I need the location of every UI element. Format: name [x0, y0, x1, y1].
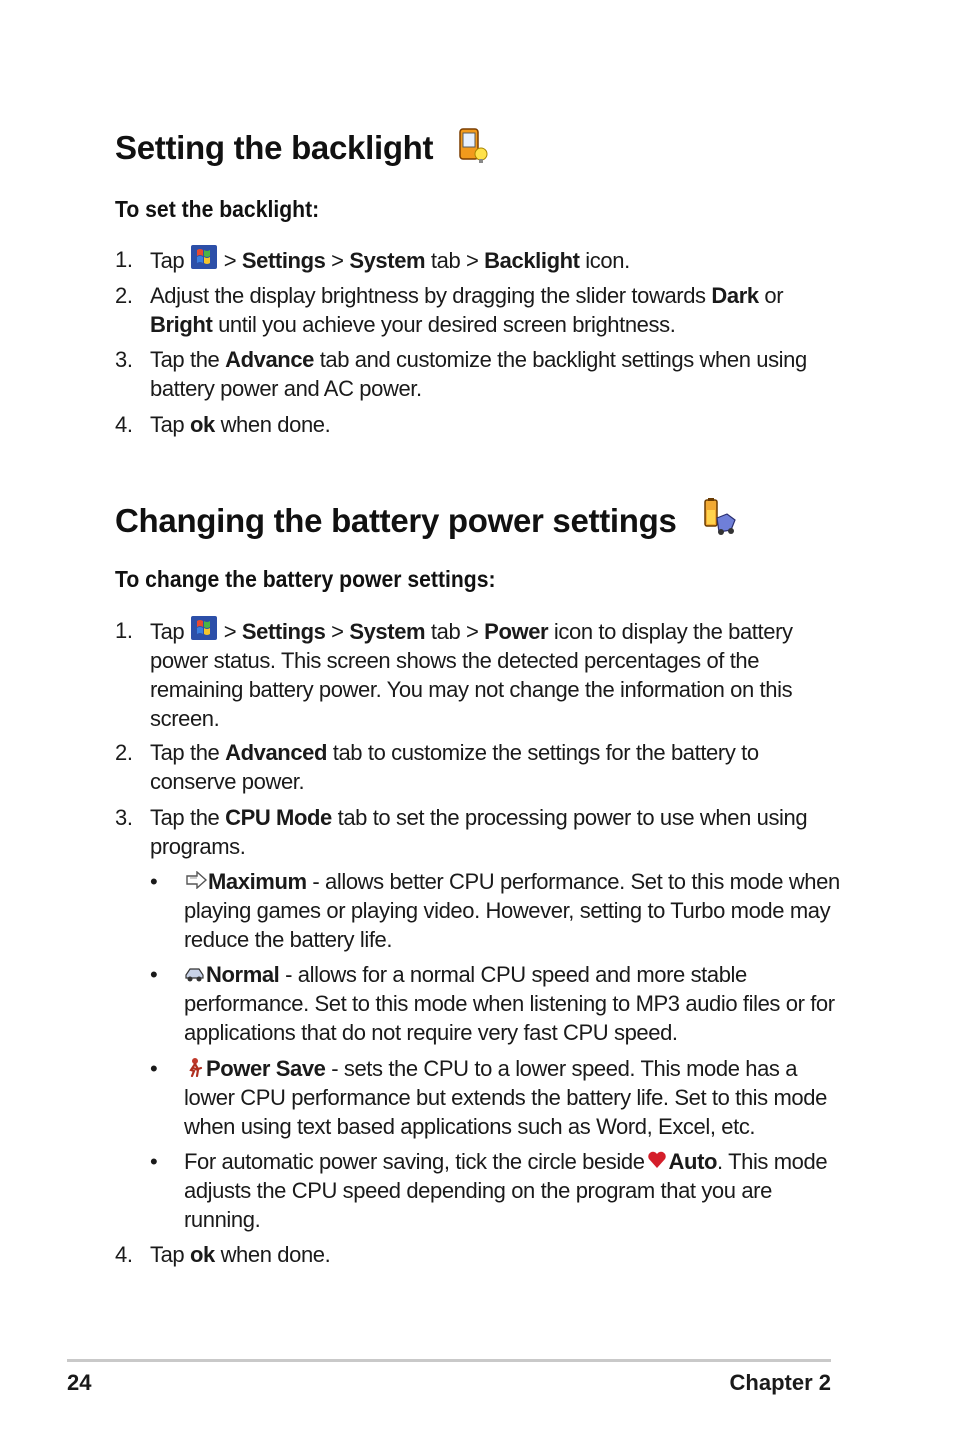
step-text: when done. — [214, 1242, 331, 1267]
bullet-text: - allows for a normal CPU speed and more stable performance. Set to this mode when listening to MP3 audio files or for applications that do not require very fast CPU speed. — [184, 962, 835, 1045]
step-text: tab and customize the backlight settings when using battery power and AC power. — [150, 347, 807, 401]
step-text: tab to customize the settings for the battery to conserve power. — [150, 740, 759, 794]
chapter-label: Chapter 2 — [729, 1370, 831, 1395]
step-number: 1. — [115, 247, 133, 272]
list-item — [115, 803, 835, 861]
step-number: 3. — [115, 805, 133, 830]
list-item — [115, 345, 835, 403]
step-bold: Settings — [241, 248, 326, 273]
step-text: tab to set the processing power to use when using programs. — [150, 805, 808, 859]
bullet-bold: Maximum — [208, 869, 307, 894]
list-item — [115, 410, 835, 439]
list-item — [115, 1240, 835, 1269]
step-bold: Backlight — [484, 248, 580, 273]
step-number: 2. — [115, 740, 133, 765]
step-text: icon to display the battery power status. This screen shows the detected percentages of the remaining battery power. You may not change the information on this screen. — [150, 619, 793, 731]
step-text: > — [217, 248, 242, 273]
list-item — [115, 738, 835, 796]
step-bold: Advance — [225, 347, 314, 372]
bullet-item-power-save — [150, 1054, 840, 1141]
step-text: until you achieve your desired screen brightness. — [212, 312, 676, 337]
step-bold: System — [349, 248, 426, 273]
step-number: 1. — [115, 618, 133, 643]
section-title-battery — [115, 498, 739, 540]
bullet-bold: Auto — [668, 1149, 718, 1174]
maximum-mode-icon — [184, 871, 208, 889]
step-text: when done. — [214, 412, 331, 437]
step-bold: Settings — [241, 619, 326, 644]
step-number: 4. — [115, 1242, 133, 1267]
step-number: 4. — [115, 412, 133, 437]
bullet-item-maximum — [150, 867, 840, 954]
step-text: Tap the — [150, 740, 226, 765]
bullet-item-normal — [150, 960, 840, 1047]
step-bold: System — [349, 619, 426, 644]
step-bold: ok — [189, 1242, 215, 1267]
step-number: 2. — [115, 283, 133, 308]
bullet-text: . This mode adjusts the CPU speed depending on the program that you are running. — [184, 1149, 828, 1232]
section-title-text: Changing the battery power settings — [115, 502, 677, 539]
step-text: tab > — [425, 248, 485, 273]
step-text: Adjust the display brightness by dragging the slider towards — [150, 283, 712, 308]
step-text: tab > — [425, 619, 485, 644]
step-bold: ok — [189, 412, 215, 437]
bullet-dot: • — [150, 1149, 158, 1174]
list-item — [115, 616, 835, 733]
step-text: or — [758, 283, 784, 308]
step-text: Tap — [150, 619, 190, 644]
section-subtitle-backlight: To set the backlight: — [115, 196, 320, 222]
list-item — [115, 281, 835, 339]
bullet-dot: • — [150, 1056, 158, 1081]
step-text: Tap the — [150, 347, 226, 372]
bullet-dot: • — [150, 869, 158, 894]
power-save-icon — [184, 1057, 206, 1077]
section-title-backlight — [115, 127, 490, 167]
step-bold: Power — [484, 619, 549, 644]
step-text: Tap — [150, 248, 190, 273]
step-text: > — [325, 619, 350, 644]
section-subtitle-battery: To change the battery power settings: — [115, 566, 496, 592]
step-text: Tap the — [150, 805, 226, 830]
page-number: 24 — [67, 1370, 92, 1395]
footer-divider — [67, 1359, 831, 1362]
step-text: > — [217, 619, 242, 644]
bullet-text: - sets the CPU to a lower speed. This mode has a lower CPU performance but extends the battery life. Set to this mode when using text based applications such as Word, Excel, etc. — [184, 1056, 827, 1139]
heart-icon — [647, 1151, 667, 1169]
step-text: Tap — [150, 1242, 190, 1267]
backlight-icon — [456, 127, 490, 165]
step-bold: Dark — [711, 283, 759, 308]
step-text: icon. — [579, 248, 630, 273]
battery-power-icon — [699, 498, 739, 538]
step-text: Tap — [150, 412, 190, 437]
section-title-text: Setting the backlight — [115, 129, 434, 166]
bullet-text: - allows better CPU performance. Set to this mode when playing games or playing video. However, setting to Turbo mode may reduce the battery life. — [184, 869, 840, 952]
bullet-bold: Power Save — [206, 1056, 326, 1081]
windows-start-icon — [190, 245, 218, 269]
bullet-item-auto — [150, 1147, 840, 1234]
windows-start-icon — [190, 616, 218, 640]
step-bold: Bright — [150, 312, 213, 337]
step-bold: CPU Mode — [225, 805, 332, 830]
bullet-bold: Normal — [206, 962, 280, 987]
bullet-dot: • — [150, 962, 158, 987]
step-number: 3. — [115, 347, 133, 372]
normal-mode-icon — [184, 964, 206, 982]
step-bold: Advanced — [225, 740, 328, 765]
bullet-text: For automatic power saving, tick the circle beside — [184, 1149, 645, 1174]
list-item — [115, 245, 835, 275]
step-text: > — [325, 248, 350, 273]
